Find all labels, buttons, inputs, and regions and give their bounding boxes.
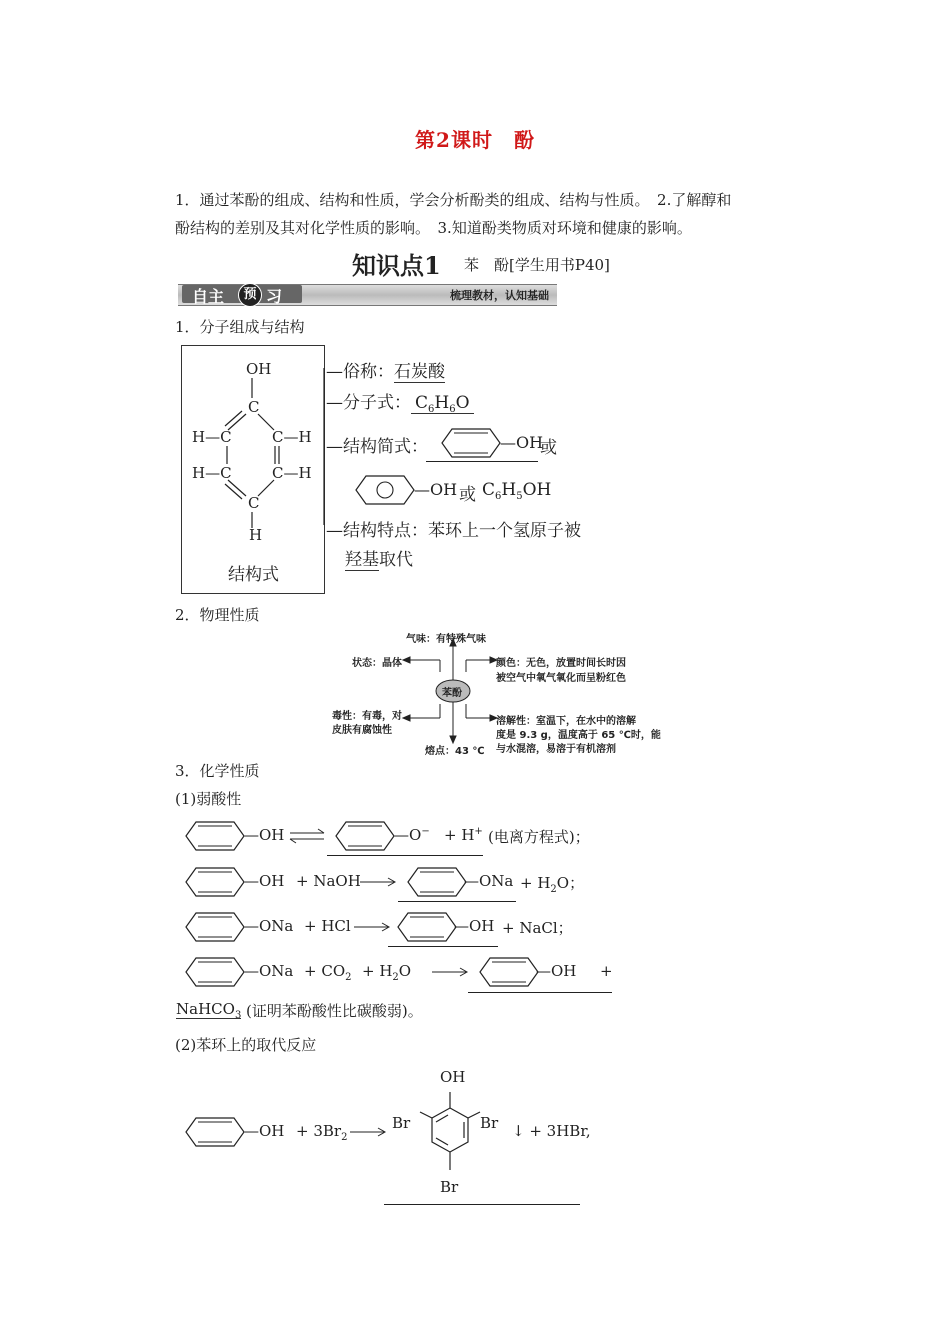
eq4-nahco3: NaHCO$_3$ [176,1000,242,1021]
or-2: 或 [459,485,476,505]
eq5-br-right: Br [480,1114,499,1132]
smell-text: 气味：有特殊气味 [406,634,486,645]
c-top: C [248,398,260,416]
solubility-text-1: 溶解性：室温下，在水中的溶解 [496,716,636,727]
eq3-oh: —OH [454,917,495,935]
ch-lower-right: C—H [272,464,312,482]
hc-lower-left: H—C [192,464,232,482]
knowledge-point-subtitle: 苯 酚[学生用书P40] [464,256,610,274]
section-1-heading: 1．分子组成与结构 [175,318,305,336]
diagram-center-label: 苯酚 [442,688,462,699]
equilibrium-arrow-icon [288,828,328,844]
eq1-h: + H+ [444,826,483,844]
eq2-ona: —ONa [464,872,514,890]
toxic-text-2: 皮肤有腐蚀性 [332,725,392,736]
or-1: 或 [540,438,557,458]
structural-formula-box [181,345,325,594]
eq4-h2o: + $H_2O$ [362,962,412,983]
objectives-line-1: 1．通过苯酚的组成、结构和性质，学会分析酚类的组成、结构与性质。 2.了解醇和 [175,191,732,209]
eq3-nacl: + NaCl； [502,919,573,937]
melting-point-text: 熔点：43 ℃ [425,746,485,757]
benzene-icon [182,909,252,945]
benzene-icon [182,864,252,900]
benzene-icon [182,1114,252,1150]
state-text: 状态：晶体 [352,658,402,669]
tribromophenol-structure [410,1086,490,1186]
eq5-br2: + $3Br_2$ [296,1122,348,1143]
eq3-underline [388,946,498,947]
eq5-prod-oh: OH [440,1068,466,1086]
oh-label: OH [246,360,272,378]
arrow-icon [358,876,398,888]
solubility-text-3: 与水混溶，易溶于有机溶剂 [496,744,616,755]
common-name-label: —俗称： [326,362,394,382]
banner-circle: 预 [238,283,262,307]
eq4-note: (证明苯酚酸性比碳酸弱)。 [246,1002,423,1020]
eq2-h2o: + $H_2O$； [520,874,585,895]
section-3-1-heading: (1)弱酸性 [175,790,242,808]
simple-oh: —OH [500,433,544,452]
eq4-underline-1 [468,992,612,993]
objectives-line-2: 酚结构的差别及其对化学性质的影响。 3.知道酚类物质对环境和健康的影响。 [175,219,692,237]
eq1-note: (电离方程式)； [488,828,590,846]
eq4-oh: —OH [536,962,577,980]
page-title: 第2课时 酚 [415,128,535,152]
eq1-underline [327,855,483,856]
eq3-ona: —ONa [244,917,294,935]
feature-label: —结构特点：苯环上一个氢原子被 [326,521,581,541]
feature-answer: 羟基 [345,550,379,570]
arrow-icon [430,966,470,978]
section-banner [178,284,557,304]
eq2-oh: —OH [244,872,285,890]
ch-upper-right: C—H [272,428,312,446]
arrow-icon [348,1126,388,1138]
structural-bonds [182,346,324,593]
eq2-underline [398,901,516,902]
toxic-text-1: 毒性：有毒，对 [332,711,402,722]
section-3-heading: 3．化学性质 [175,762,260,780]
solubility-text-2: 度是 9.3 g，温度高于 65 ℃时，能 [496,730,661,741]
circle-form-oh: —OH [414,480,458,499]
knowledge-point-label: 知识点1 [352,251,441,280]
structure-caption: 结构式 [228,565,279,585]
section-2-heading: 2．物理性质 [175,606,260,624]
common-name-answer: 石炭酸 [394,362,445,382]
eq4-ona: —ONa [244,962,294,980]
feature-tail: 取代 [379,550,413,570]
banner-text-a: 自主 [192,287,225,306]
formula-answer: $C_6H_6O$ [411,393,474,414]
eq1-o: —O− [394,826,430,844]
eq5-br-bottom: Br [440,1178,459,1196]
banner-right-text: 梳理教材，认知基础 [450,289,549,302]
c-bottom: C [248,494,260,512]
answer-underline-1 [426,461,538,462]
color-text-1: 颜色：无色，放置时间长时因 [496,658,626,669]
color-text-2: 被空气中氧气氧化而呈粉红色 [496,673,626,684]
eq5-tail: ↓ + 3HBr, [512,1122,591,1140]
eq3-hcl: + HCl [304,917,351,935]
section-3-2-heading: (2)苯环上的取代反应 [175,1036,317,1054]
hc-upper-left: H—C [192,428,232,446]
simple-formula-label: —结构简式： [326,437,428,457]
eq5-underline [384,1204,580,1205]
benzene-icon [182,954,252,990]
eq5-br-left: Br [392,1114,411,1132]
eq1-oh: —OH [244,826,285,844]
benzene-icon [332,818,402,854]
formula-label: —分子式： [326,393,411,413]
h-bottom: H [249,526,263,544]
benzene-icon [182,818,252,854]
eq2-naoh: + NaOH [296,872,361,890]
eq4-plus: + [600,962,613,980]
c6h5oh: $C_6H_5OH$ [482,480,552,502]
eq4-co2: + $CO_2$ [304,962,352,983]
eq5-oh: —OH [244,1122,285,1140]
arrow-icon [352,921,392,933]
banner-text-b: 习 [266,287,283,306]
